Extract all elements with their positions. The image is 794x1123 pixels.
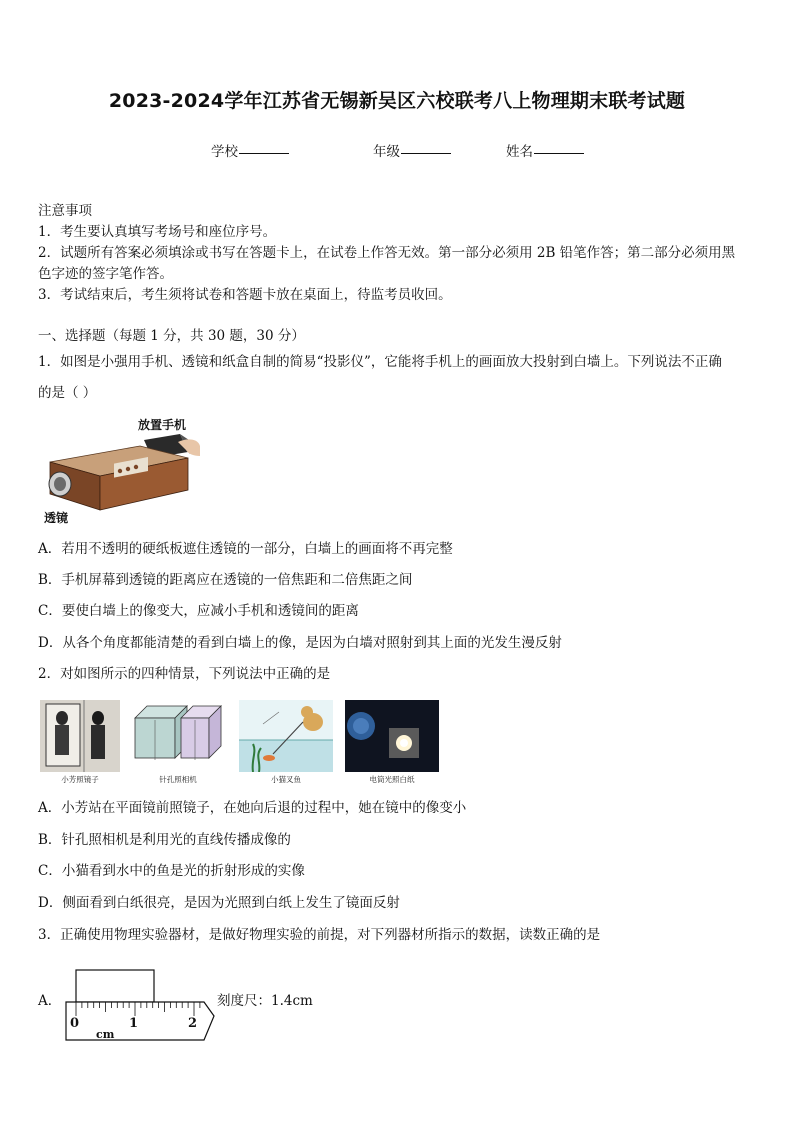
caption-cat: 小猫叉鱼 bbox=[271, 775, 301, 784]
q3-stem: 3．正确使用物理实验器材，是做好物理实验的前提，对下列器材所指示的数据，读数正确的是 bbox=[38, 927, 601, 943]
section-heading: 一、选择题（每题 1 分，共 30 题，30 分） bbox=[38, 328, 305, 344]
q3-option-a-text: 刻度尺：1.4cm bbox=[217, 993, 313, 1009]
caption-pinhole: 针孔照相机 bbox=[159, 775, 197, 784]
page-title: 2023-2024学年江苏省无锡新吴区六校联考八上物理期末联考试题 bbox=[108, 90, 686, 112]
note-item-1: 1．考生要认真填写考场号和座位序号。 bbox=[38, 224, 277, 240]
q1-option-c: C．要使白墙上的像变大，应减小手机和透镜间的距离 bbox=[38, 603, 359, 619]
school-blank bbox=[239, 153, 289, 154]
q1-option-a: A．若用不透明的硬纸板遮住透镜的一部分，白墙上的画面将不再完整 bbox=[38, 541, 453, 557]
ruler-tick-1: 1 bbox=[129, 1016, 139, 1031]
q1-stem: 1．如图是小强用手机、透镜和纸盒自制的简易“投影仪”，它能将手机上的画面放大投射到白墙上。下列说法不正确 bbox=[38, 354, 722, 370]
name-blank bbox=[534, 153, 584, 154]
ruler-illustration bbox=[62, 966, 222, 1046]
q3-option-a-letter: A． bbox=[38, 993, 62, 1009]
notes-heading: 注意事项 bbox=[38, 203, 92, 219]
grade-blank bbox=[401, 153, 451, 154]
lens-label: 透镜 bbox=[44, 511, 69, 525]
projector-figure bbox=[40, 412, 200, 527]
q1-option-b: B．手机屏幕到透镜的距离应在透镜的一倍焦距和二倍焦距之间 bbox=[38, 572, 413, 588]
grade-field bbox=[373, 140, 451, 160]
ruler-unit: cm bbox=[96, 1028, 115, 1041]
ruler-tick-2: 2 bbox=[188, 1016, 198, 1031]
ruler-tick-0: 0 bbox=[70, 1016, 80, 1031]
mirror-figure bbox=[40, 700, 120, 788]
school-label: 学校 bbox=[211, 144, 238, 160]
note-item-2-cont: 色字迹的签字笔作答。 bbox=[38, 266, 173, 282]
caption-mirror: 小芳照镜子 bbox=[61, 775, 99, 784]
pinhole-figure bbox=[131, 700, 225, 788]
cat-fishing-figure bbox=[239, 700, 333, 788]
flashlight-figure bbox=[345, 700, 439, 788]
ruler-figure bbox=[62, 966, 222, 1046]
name-field bbox=[506, 140, 584, 160]
q2-stem: 2．对如图所示的四种情景，下列说法中正确的是 bbox=[38, 666, 331, 682]
flashlight-paper-illustration bbox=[345, 700, 439, 772]
note-item-2: 2．试题所有答案必须填涂或书写在答题卡上，在试卷上作答无效。第一部分必须用 2B 铅笔作答；第二部分必须用黑 bbox=[38, 245, 736, 261]
school-field bbox=[211, 140, 289, 160]
grade-label: 年级 bbox=[373, 144, 400, 160]
q2-option-c: C．小猫看到水中的鱼是光的折射形成的实像 bbox=[38, 863, 305, 879]
q2-option-b: B．针孔照相机是利用光的直线传播成像的 bbox=[38, 832, 291, 848]
caption-flashlight: 电筒光照白纸 bbox=[369, 775, 415, 784]
cat-fishing-illustration bbox=[239, 700, 333, 772]
pinhole-camera-illustration bbox=[131, 700, 225, 772]
q2-option-d: D．侧面看到白纸很亮，是因为光照到白纸上发生了镜面反射 bbox=[38, 895, 400, 911]
name-label: 姓名 bbox=[506, 144, 533, 160]
phone-label: 放置手机 bbox=[138, 418, 187, 432]
q2-option-a: A．小芳站在平面镜前照镜子，在她向后退的过程中，她在镜中的像变小 bbox=[38, 800, 467, 816]
q1-option-d: D．从各个角度都能清楚的看到白墙上的像，是因为白墙对照射到其上面的光发生漫反射 bbox=[38, 635, 562, 651]
note-item-3: 3．考试结束后，考生须将试卷和答题卡放在桌面上，待监考员收回。 bbox=[38, 287, 452, 303]
measured-block bbox=[76, 970, 154, 1002]
mirror-illustration bbox=[40, 700, 120, 772]
q1-stem-cont: 的是（ ） bbox=[38, 385, 97, 401]
